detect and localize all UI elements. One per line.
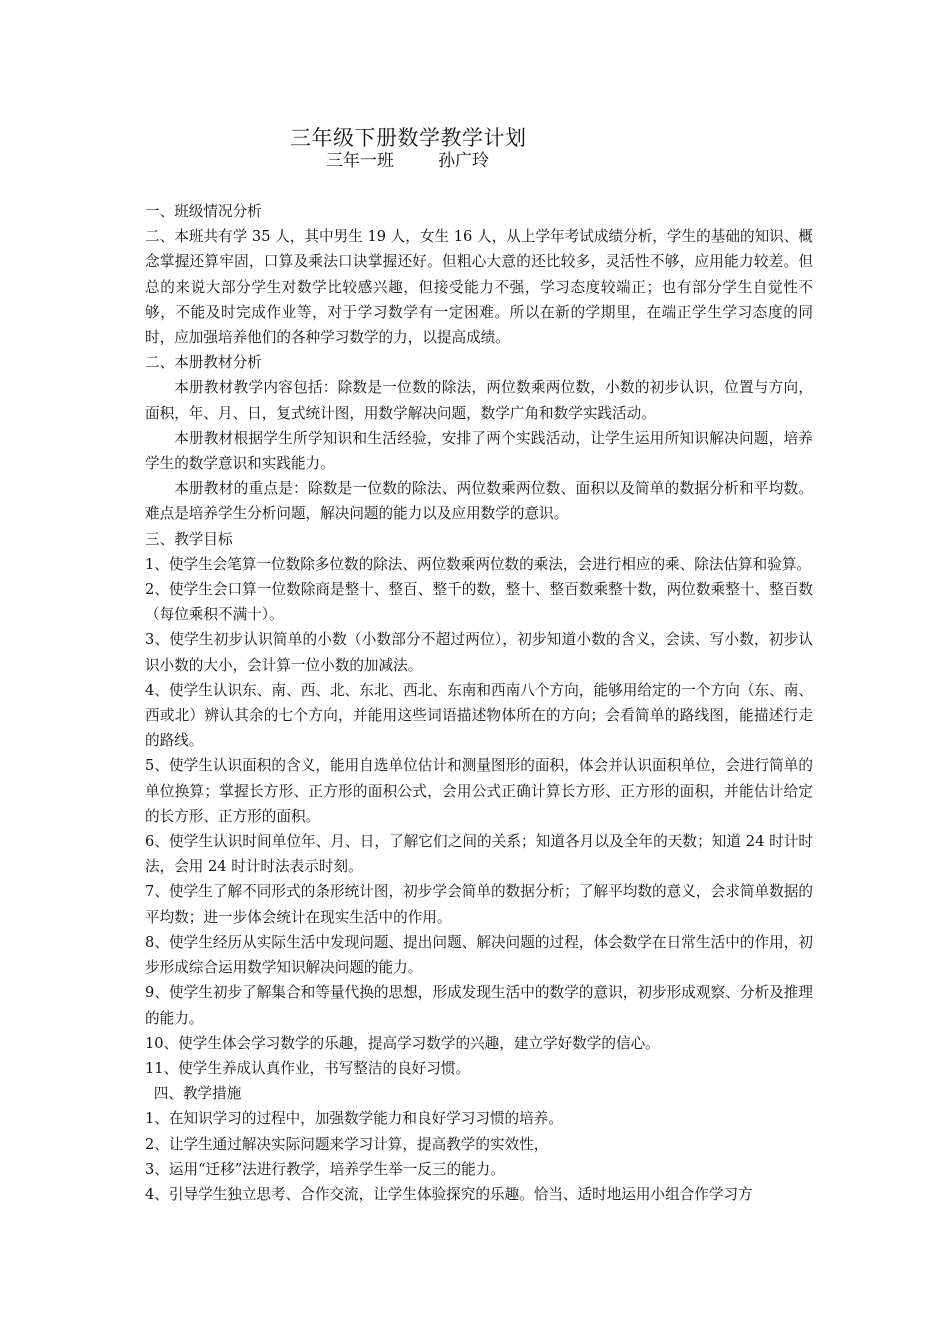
- list-item: 2、让学生通过解决实际问题来学习计算，提高教学的实效性，: [145, 1135, 549, 1153]
- document-subtitle: [326, 149, 489, 173]
- paragraph: 本册教材根据学生所学知识和生活经验，安排了两个实践活动，让学生运用所知识解决问题，培养学生的数学意识和实践能力。: [145, 429, 813, 473]
- section-heading: 二、本册教材分析: [145, 354, 262, 372]
- list-item: 10、使学生体会学习数学的乐趣，提高学习数学的兴趣，建立学好数学的信心。: [145, 1034, 660, 1052]
- section-heading: 四、教学措施: [153, 1085, 242, 1103]
- list-item: 9、使学生初步了解集合和等量代换的思想，形成发现生活中的数学的意识，初步形成观察、分析及推理的能力。: [145, 984, 813, 1027]
- class-name: 三年一班: [326, 151, 394, 171]
- paragraph: 二、本班共有学 35 人，其中男生 19 人，女生 16 人，从上学年考试成绩分析，学生的基础的知识、概念掌握还算牢固，口算及乘法口诀掌握还好。但粗心大意的还比较多，灵活性不够，应用能力较差。但总的来说大部分学生对数学比较感兴趣，但接受能力不强，学习态度较端正；也有部分学生自觉性不够，不能及时完成作业等，对于学习数学有一定困难。所以在新的学期里，在端正学生学习态度的同时，应加强培养他们的各种学习数学的力，以提高成绩。: [145, 228, 813, 347]
- list-item: 1、使学生会笔算一位数除多位数的除法、两位数乘两位数的乘法，会进行相应的乘、除法估算和验算。: [145, 555, 812, 573]
- section-heading: 一、班级情况分析: [145, 203, 262, 220]
- teacher-name: 孙广玲: [438, 151, 489, 171]
- paragraph: 本册教材教学内容包括：除数是一位数的除法，两位数乘两位数，小数的初步认识，位置与方向，面积，年、月、日，复式统计图，用数学解决问题，数学广角和数学实践活动。: [145, 379, 813, 422]
- paragraph: 本册教材的重点是：除数是一位数的除法、两位数乘两位数、面积以及简单的数据分析和平均数。难点是培养学生分析问题，解决问题的能力以及应用数学的意识。: [145, 480, 813, 523]
- list-item: 3、使学生初步认识简单的小数（小数部分不超过两位），初步知道小数的含义，会读、写小数，初步认识小数的大小，会计算一位小数的加减法。: [145, 631, 813, 674]
- list-item: 6、使学生认识时间单位年、月、日，了解它们之间的关系；知道各月以及全年的天数；知道 24 时计时法，会用 24 时计时法表示时刻。: [145, 833, 813, 876]
- list-item: 4、使学生认识东、南、西、北、东北、西北、东南和西南八个方向，能够用给定的一个方向（东、南、西或北）辨认其余的七个方向，并能用这些词语描述物体所在的方向；会看简单的路线图，能描述行走的路线。: [145, 681, 813, 750]
- list-item: 7、使学生了解不同形式的条形统计图，初步学会简单的数据分析；了解平均数的意义，会求简单数据的平均数；进一步体会统计在现实生活中的作用。: [145, 883, 813, 926]
- section-heading: 三、教学目标: [145, 530, 233, 548]
- list-item: 2、使学生会口算一位数除商是整十、整百、整千的数，整十、整百数乘整十数，两位数乘整十、整百数（每位乘积不满十）。: [145, 581, 813, 624]
- list-item: 11、使学生养成认真作业，书写整洁的良好习惯。: [145, 1059, 471, 1077]
- list-item: 8、使学生经历从实际生活中发现问题、提出问题、解决问题的过程，体会数学在日常生活中的作用，初步形成综合运用数学知识解决问题的能力。: [145, 933, 813, 977]
- document-body: [145, 199, 813, 1207]
- document-title: 三年级下册数学教学计划: [290, 126, 527, 150]
- list-item: 3、运用“迁移”法进行教学，培养学生举一反三的能力。: [145, 1160, 505, 1178]
- list-item: 5、使学生认识面积的含义，能用自选单位估计和测量图形的面积，体会并认识面积单位，会进行简单的单位换算；掌握长方形、正方形的面积公式，会用公式正确计算长方形、正方形的面积，并能估计给定的长方形、正方形的面积。: [145, 757, 813, 825]
- list-item: 1、在知识学习的过程中，加强数学能力和良好学习习惯的培养。: [145, 1110, 563, 1128]
- list-item: 4、引导学生独立思考、合作交流，让学生体验探究的乐趣。恰当、适时地运用小组合作学习方: [145, 1185, 753, 1203]
